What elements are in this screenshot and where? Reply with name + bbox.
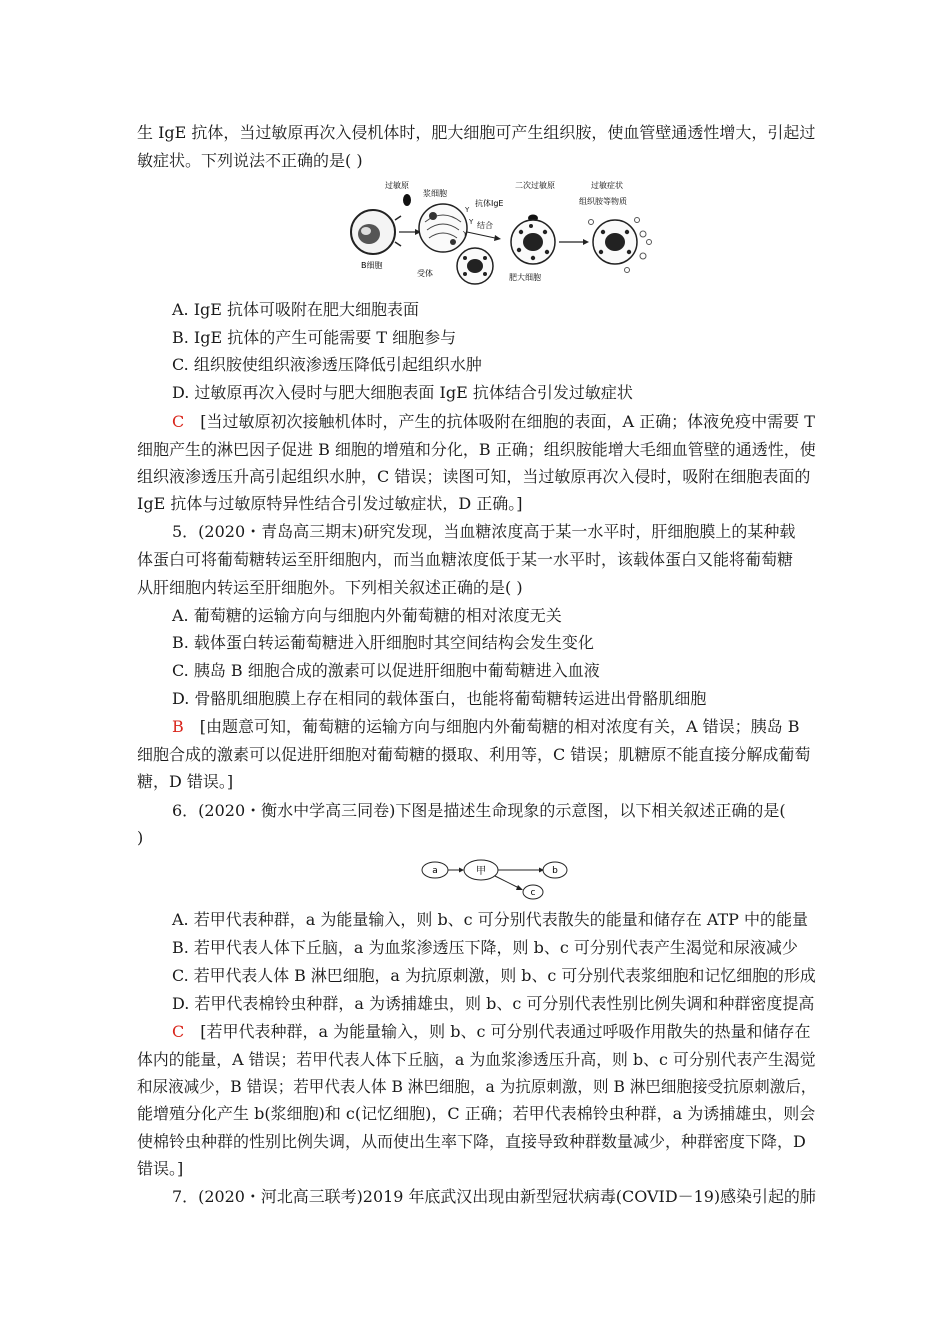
q4-explanation-text-1: [当过敏原初次接触机体时，产生的抗体吸附在细胞的表面，A 正确；体液免疫中需要 T — [200, 412, 815, 431]
label-mast-cell: 肥大细胞 — [509, 273, 541, 282]
q5-explanation-line-1 — [172, 717, 800, 737]
q4-stem-line-1: 生 IgE 抗体，当过敏原再次入侵机体时，肥大细胞可产生组织胺，使血管壁通透性增大，引起过 — [137, 123, 816, 142]
arrow-antibody — [467, 232, 495, 238]
q4-explanation-line-2: 细胞产生的淋巴因子促进 B 细胞的增殖和分化，B 正确；组织胺能增大毛细血管壁的通透性，使 — [137, 440, 816, 459]
q5-option-d: D. 骨骼肌细胞膜上存在相同的载体蛋白，也能将葡萄糖转运进出骨骼肌细胞 — [172, 689, 707, 708]
label-histamine: 组织胺等物质 — [579, 197, 627, 206]
q6-stem-line-2: ) — [137, 828, 144, 847]
q6-explanation-line-1 — [172, 1022, 811, 1042]
label-b-cell: B细胞 — [361, 261, 383, 270]
q6-answer-letter: C — [172, 1022, 185, 1041]
q6-explanation-line-4: 能增殖分化产生 b(浆细胞)和 c(记忆细胞)，C 正确；若甲代表棉铃虫种群，a 为诱捕雄虫，则会 — [137, 1104, 816, 1123]
q4-explanation-line-3: 组织液渗透压升高引起组织水肿，C 错误；读图可知，当过敏原再次入侵时，吸附在细胞表面的 — [137, 467, 811, 486]
q4-option-b: B. IgE 抗体的产生可能需要 T 细胞参与 — [172, 328, 457, 347]
q4-stem-line-2: 敏症状。下列说法不正确的是( ) — [137, 151, 363, 170]
q6-explanation-line-6: 错误。] — [137, 1159, 184, 1178]
q5-answer-letter: B — [172, 717, 184, 736]
q4-option-c: C. 组织胺使组织液渗透压降低引起组织水肿 — [172, 355, 482, 374]
q6-option-b: B. 若甲代表人体下丘脑，a 为血浆渗透压下降，则 b、c 可分别代表产生渴觉和尿液减少 — [172, 938, 798, 957]
q5-explanation-line-2: 细胞合成的激素可以促进肝细胞对葡萄糖的摄取、利用等，C 错误；肌糖原不能直接分解成葡萄 — [137, 745, 811, 764]
q6-option-d: D. 若甲代表棉铃虫种群，a 为诱捕雄虫，则 b、c 可分别代表性别比例失调和种群密度提高 — [172, 994, 815, 1013]
q6-explanation-text-1: [若甲代表种群，a 为能量输入，则 b、c 可分别代表通过呼吸作用散失的热量和储存在 — [200, 1022, 811, 1041]
q6-stem-line-1: 6．(2020・衡水中学高三同卷)下图是描述生命现象的示意图，以下相关叙述正确的是( — [172, 801, 786, 820]
q4-explanation-line-1 — [172, 412, 815, 432]
svg-text:Y: Y — [463, 230, 468, 238]
plasma-cell-drawing — [419, 204, 467, 252]
q6-option-a: A. 若甲代表种群，a 为能量输入，则 b、c 可分别代表散失的能量和储存在 ATP 中的能量 — [172, 910, 809, 929]
jia-flow-figure — [415, 852, 570, 900]
label-second-allergen: 二次过敏原 — [515, 181, 555, 190]
q4-option-d: D. 过敏原再次入侵时与肥大细胞表面 IgE 抗体结合引发过敏症状 — [172, 383, 633, 402]
b-cell-drawing — [351, 210, 401, 254]
mast-cell-lower-drawing — [457, 248, 493, 284]
q5-explanation-text-1: [由题意可知，葡萄糖的运输方向与细胞内外葡萄糖的相对浓度有关，A 错误；胰岛 B — [199, 717, 800, 736]
q7-stem-line-1: 7．(2020・河北高三联考)2019 年底武汉出现由新型冠状病毒(COVID－19)感染引起的肺 — [172, 1187, 816, 1206]
allergen-particle — [403, 194, 411, 206]
q5-option-a: A. 葡萄糖的运输方向与细胞内外葡萄糖的相对浓度无关 — [172, 606, 562, 625]
q4-explanation-line-4: IgE 抗体与过敏原特异性结合引发过敏症状，D 正确。] — [137, 494, 523, 513]
label-bind: 结合 — [477, 221, 493, 230]
label-receptor: 受体 — [417, 269, 433, 278]
label-b: b — [552, 866, 558, 876]
mast-cell-upper-drawing — [511, 220, 555, 264]
label-allergen: 过敏原 — [385, 181, 409, 190]
q6-option-c: C. 若甲代表人体 B 淋巴细胞，a 为抗原刺激，则 b、c 可分别代表浆细胞和记忆细胞的形成 — [172, 966, 816, 985]
label-antibody: 抗体IgE — [475, 199, 504, 208]
q5-option-b: B. 载体蛋白转运葡萄糖进入肝细胞时其空间结构会发生变化 — [172, 633, 594, 652]
q5-stem-line-2: 体蛋白可将葡萄糖转运至肝细胞内，而当血糖浓度低于某一水平时，该载体蛋白又能将葡萄糖 — [137, 550, 794, 569]
q4-option-a: A. IgE 抗体可吸附在肥大细胞表面 — [172, 300, 420, 319]
arrow-jia-to-c — [495, 876, 519, 888]
svg-text:Y: Y — [465, 206, 470, 214]
q5-option-c: C. 胰岛 B 细胞合成的激素可以促进肝细胞中葡萄糖进入血液 — [172, 661, 600, 680]
allergy-mechanism-figure — [345, 176, 675, 288]
label-plasma-cell: 浆细胞 — [423, 189, 447, 198]
q5-explanation-line-3: 糖，D 错误。] — [137, 772, 234, 791]
label-a: a — [432, 866, 438, 876]
q6-explanation-line-2: 体内的能量，A 错误；若甲代表人体下丘脑，a 为血浆渗透压升高，则 b、c 可分别代表产生渴觉 — [137, 1050, 816, 1069]
q5-stem-line-3: 从肝细胞内转运至肝细胞外。下列相关叙述正确的是( ) — [137, 578, 523, 597]
label-symptom: 过敏症状 — [591, 181, 623, 190]
q6-explanation-line-3: 和尿液减少，B 错误；若甲代表人体 B 淋巴细胞，a 为抗原刺激，则 B 淋巴细胞接受抗原刺激后， — [137, 1077, 817, 1096]
q4-answer-letter: C — [172, 412, 185, 431]
svg-text:Y: Y — [469, 218, 474, 226]
label-c: c — [530, 888, 536, 898]
q6-explanation-line-5: 使棉铃虫种群的性别比例失调，从而使出生率下降，直接导致种群数量减少，种群密度下降，D — [137, 1132, 806, 1151]
degranulating-cell-drawing — [589, 218, 652, 273]
q5-stem-line-1: 5．(2020・青岛高三期末)研究发现，当血糖浓度高于某一水平时，肝细胞膜上的某种载 — [172, 522, 796, 541]
label-jia: 甲 — [476, 866, 486, 877]
